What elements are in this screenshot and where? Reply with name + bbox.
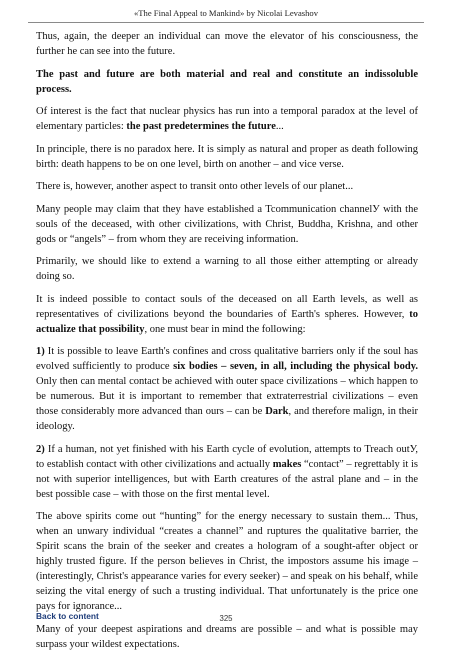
bold-text: The past and future are both material and real and constitute an indissoluble process. [36,68,418,95]
paragraph [36,142,418,172]
paragraph [36,622,418,652]
bold-text: the past predetermines the future [126,121,276,132]
page-number: 325 [219,614,233,623]
bold-text: 2) [36,443,45,455]
text-run: In principle, there is no paradox here. It is simply as natural and proper as death following birth: death happens to be on one level, birth on another – and vice verse. [36,143,418,170]
paragraph [36,254,418,284]
bold-text: to actualize that possibility [36,308,418,335]
paragraph [36,509,418,614]
text-run: Thus, again, the deeper an individual can move the elevator of his consciousness, the further he can see into the future. [36,31,418,57]
text-run: Of interest is the fact that nuclear physics has run into a temporal paradox at the level of elementary particles: [36,106,418,132]
running-header: «The Final Appeal to Mankind» by Nicolai Levashov [133,8,318,18]
paragraph [36,29,418,59]
back-to-content-link[interactable]: Back to content [36,611,99,621]
bold-text: 1) [36,346,45,357]
paragraph [36,442,418,502]
text-run: It is possible to leave Earth's confines and cross qualitative barriers only if the soul has evolved sufficiently to produce [36,346,418,372]
bold-text: six bodies – seven, in all, including the physical body. [173,361,419,372]
text-run: The above spirits come out “hunting” for the energy necessary to sustain them... Thus, when an unwary individual “creates a channel” and ruptures the qualitative barrier, the Spirit scans the brain of the seeker and creates a hologram of a sought-after object or highly trusted figure. If the person believes in Christ, the impostors assume his image – (interestingly, Christ's appearance varies for every seeker) – and speak on his behalf, while seizing the vital energy of such a trusting individual. That unfortunately is the price one pays for ignorance... [36,511,418,612]
text-run: It is indeed possible to contact souls of the deceased on all Earth levels, as well as representatives of civilizations beyond the boundaries of Earth's spheres. However, [36,293,418,320]
paragraph [36,179,418,194]
text-run: , and therefore malign, in their ideology. [36,406,418,432]
body-text [36,29,418,659]
text-run: If a human, not yet finished with his Earth cycle of evolution, attempts to Treach outУ, to establish contact with other civilizations and actually [36,443,418,470]
paragraph [36,344,418,434]
header-divider [28,22,424,23]
text-run: Primarily, we should like to extend a warning to all those either attempting or already doing so. [36,256,418,282]
paragraph [36,67,418,97]
text-run: Many people may claim that they have established a Tcommunication channelУ with the souls of the deceased, with other civilizations, with Christ, Buddha, Krishna, and other gods or “angels” – from whom they are receiving information. [36,203,418,245]
text-run: ... [275,121,284,132]
text-run: There is, however, another aspect to transit onto other levels of our planet... [36,181,354,192]
text-run: , one must bear in mind the following: [144,323,306,335]
text-run: Only then can mental contact be achieved with outer space civilizations – which happen to be numerous. But it is important to remember that extraterrestrial civilizations – even those considerably more advanced than ours – can be [36,376,418,417]
bold-text: Dark [265,406,289,417]
paragraph [36,202,418,247]
paragraph [36,104,418,134]
bold-text: makes [272,458,302,470]
text-run: “contact” – regrettably it is not with superior intelligences, but with Earth creatures of the astral plane and – in the best possible case – with those on the first mental level. [36,458,418,500]
paragraph [36,292,418,337]
text-run: Many of your deepest aspirations and dreams are possible – and what is possible may surpass your wildest expectations. [36,623,418,650]
